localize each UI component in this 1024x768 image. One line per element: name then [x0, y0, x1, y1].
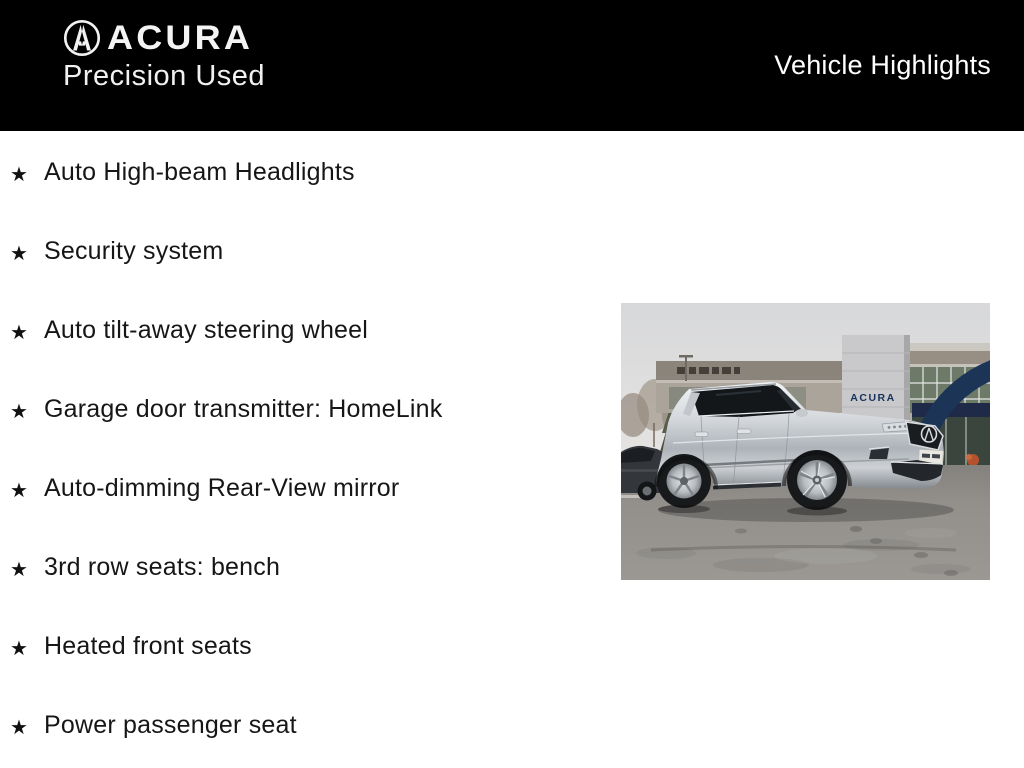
highlight-item	[10, 528, 620, 607]
highlight-item	[10, 133, 620, 212]
highlight-text: Heated front seats	[44, 632, 252, 660]
header-bar	[0, 0, 1024, 131]
vehicle-photo	[621, 303, 990, 580]
page-title: Vehicle Highlights	[774, 50, 991, 80]
highlight-item	[10, 212, 620, 291]
highlight-text: Auto High-beam Headlights	[44, 158, 355, 186]
highlight-text: Garage door transmitter: HomeLink	[44, 395, 443, 423]
star-bullet-icon: ★	[10, 398, 28, 423]
highlight-text: Auto-dimming Rear-View mirror	[44, 474, 400, 502]
brand-block	[63, 18, 265, 92]
star-bullet-icon: ★	[10, 635, 28, 660]
star-bullet-icon: ★	[10, 240, 28, 265]
acura-logo-icon	[63, 18, 101, 58]
brand-wordmark: ACURA	[107, 19, 254, 57]
highlight-text: Security system	[44, 237, 224, 265]
star-bullet-icon: ★	[10, 556, 28, 581]
highlight-item	[10, 686, 620, 765]
brand-tagline: Precision Used	[63, 60, 266, 92]
star-bullet-icon: ★	[10, 319, 28, 344]
highlight-item	[10, 291, 620, 370]
highlight-text: 3rd row seats: bench	[44, 553, 281, 581]
highlight-item	[10, 607, 620, 686]
star-bullet-icon: ★	[10, 477, 28, 502]
highlight-item	[10, 449, 620, 528]
star-bullet-icon: ★	[10, 714, 28, 739]
vehicle-photo-illustration	[621, 303, 990, 580]
highlight-text: Power passenger seat	[44, 711, 297, 739]
star-bullet-icon: ★	[10, 161, 28, 186]
photo-tower-sign-text: ACURA	[850, 392, 896, 404]
highlight-text: Auto tilt-away steering wheel	[44, 316, 369, 344]
highlights-list	[0, 131, 620, 765]
highlight-item	[10, 370, 620, 449]
